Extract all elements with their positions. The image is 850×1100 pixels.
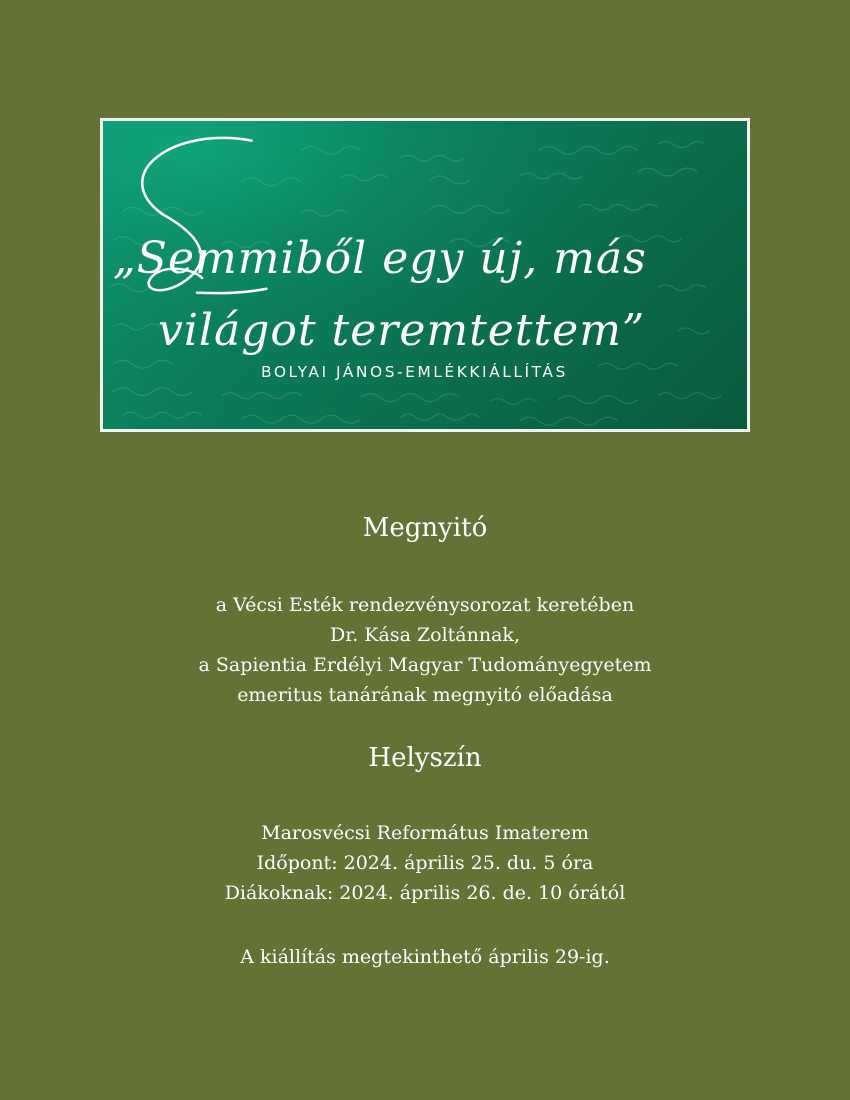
event-details: [0, 510, 850, 972]
exhibition-end-note: A kiállítás megtekinthető április 29-ig.: [240, 946, 610, 968]
banner-quote-line1: „Semmiből egy új, más: [113, 233, 647, 284]
opening-line: emeritus tanárának megnyitó előadása: [237, 684, 613, 706]
venue-description: [0, 818, 850, 908]
venue-line: Marosvécsi Református Imaterem: [261, 822, 589, 844]
venue-heading: Helyszín: [368, 743, 482, 773]
opening-line: a Vécsi Esték rendezvénysorozat keretében: [215, 594, 635, 616]
opening-line: Dr. Kása Zoltánnak,: [330, 624, 520, 646]
venue-line: Diákoknak: 2024. április 26. de. 10 órától: [224, 882, 626, 904]
opening-line: a Sapientia Erdélyi Magyar Tudományegyetem: [198, 654, 652, 676]
banner-subtitle: BOLYAI JÁNOS-EMLÉKKIÁLLÍTÁS: [261, 363, 568, 381]
exhibition-banner: [100, 118, 750, 432]
venue-line: Időpont: 2024. április 25. du. 5 óra: [256, 852, 594, 874]
opening-description: [0, 590, 850, 710]
opening-heading: Megnyitó: [362, 513, 488, 543]
banner-quote-line2: világot teremtettem”: [158, 305, 646, 356]
